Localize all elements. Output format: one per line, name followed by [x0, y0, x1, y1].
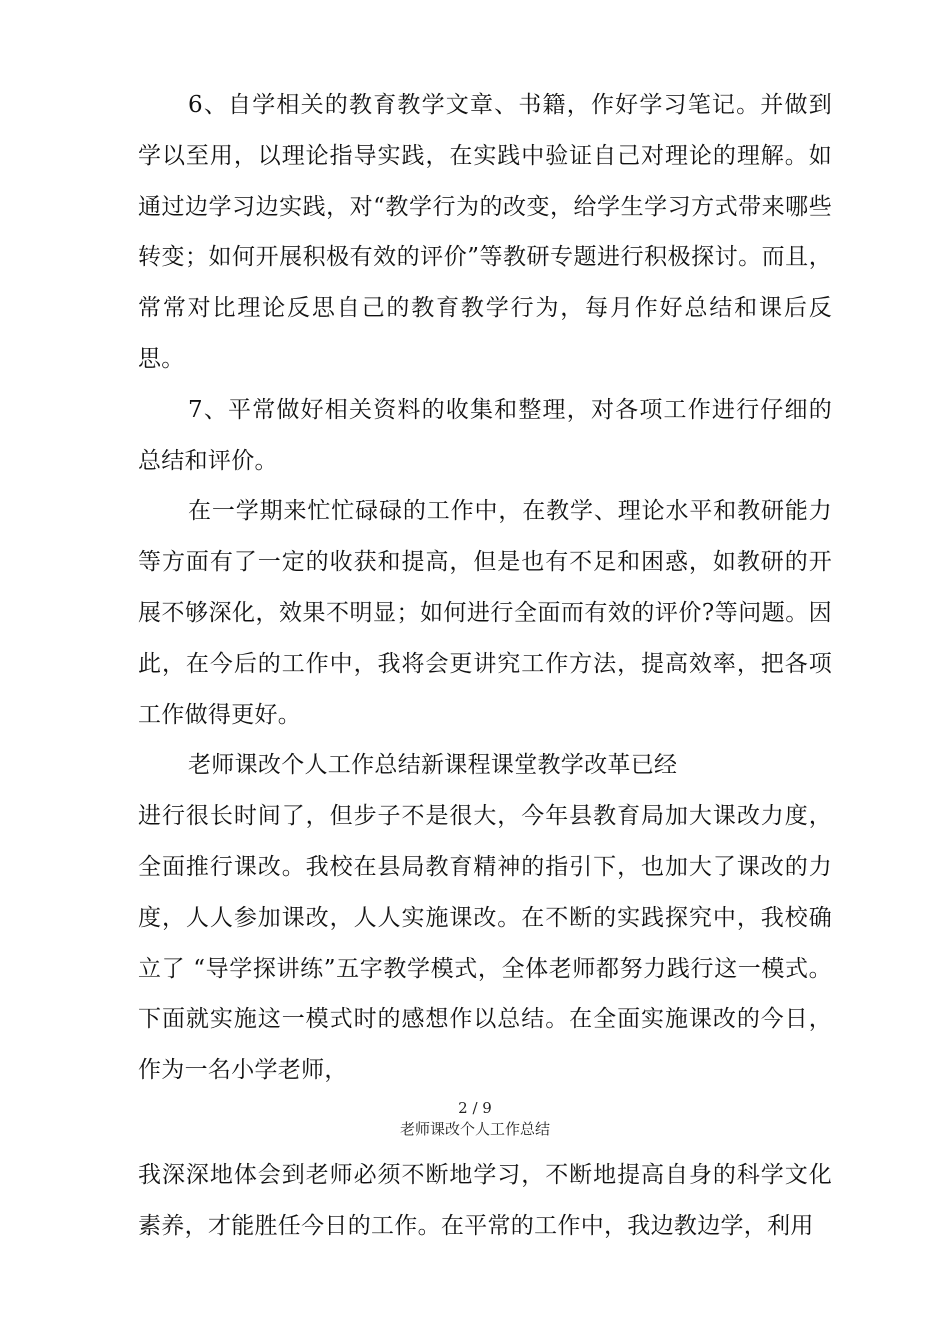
paragraph-section-heading-line: 老师课改个人工作总结新课程课堂教学改革已经	[188, 752, 678, 779]
paragraph-reflection: 在一学期来忙忙碌碌的工作中，在教学、理论水平和教研能力等方面有了一定的收获和提高，但是也有不足和困惑，如教研的开展不够深化，效果不明显；如何进行全面而有效的评价?等问题。因此，在今后的工作中，我将会更讲究工作方法，提高效率，把各项工作做得更好。	[138, 498, 832, 728]
running-title: 老师课改个人工作总结	[399, 1120, 550, 1138]
paragraph-item-6: 6、自学相关的教育教学文章、书籍，作好学习笔记。并做到学以至用，以理论指导实践，在实践中验证自己对理论的理解。如通过边学习边实践，对“教学行为的改变，给学生学习方式带来哪些转变；如何开展积极有效的评价”等教研专题进行积极探讨。而且，常常对比理论反思自己的教育教学行为，每月作好总结和课后反思。	[138, 92, 832, 372]
page-number: 2 / 9	[458, 1099, 492, 1117]
document-body	[138, 80, 832, 1096]
paragraph-continuation: 我深深地体会到老师必须不断地学习，不断地提高自身的科学文化素养，才能胜任今日的工作。在平常的工作中，我边教边学，利用	[138, 1162, 832, 1239]
document-body-next-page	[138, 1150, 832, 1252]
paragraph-section-intro: 进行很长时间了，但步子不是很大，今年县教育局加大课改力度，全面推行课改。我校在县局教育精神的指引下，也加大了课改的力度，人人参加课改，人人实施课改。在不断的实践探究中，我校确立了 “导学探讲练”五字教学模式，全体老师都努力践行这一模式。下面就实施这一模式时的感想作以总结。在全面实施课改的今日，作为一名小学老师，	[138, 803, 832, 1084]
paragraph-item-7: 7、平常做好相关资料的收集和整理，对各项工作进行仔细的总结和评价。	[138, 396, 832, 474]
